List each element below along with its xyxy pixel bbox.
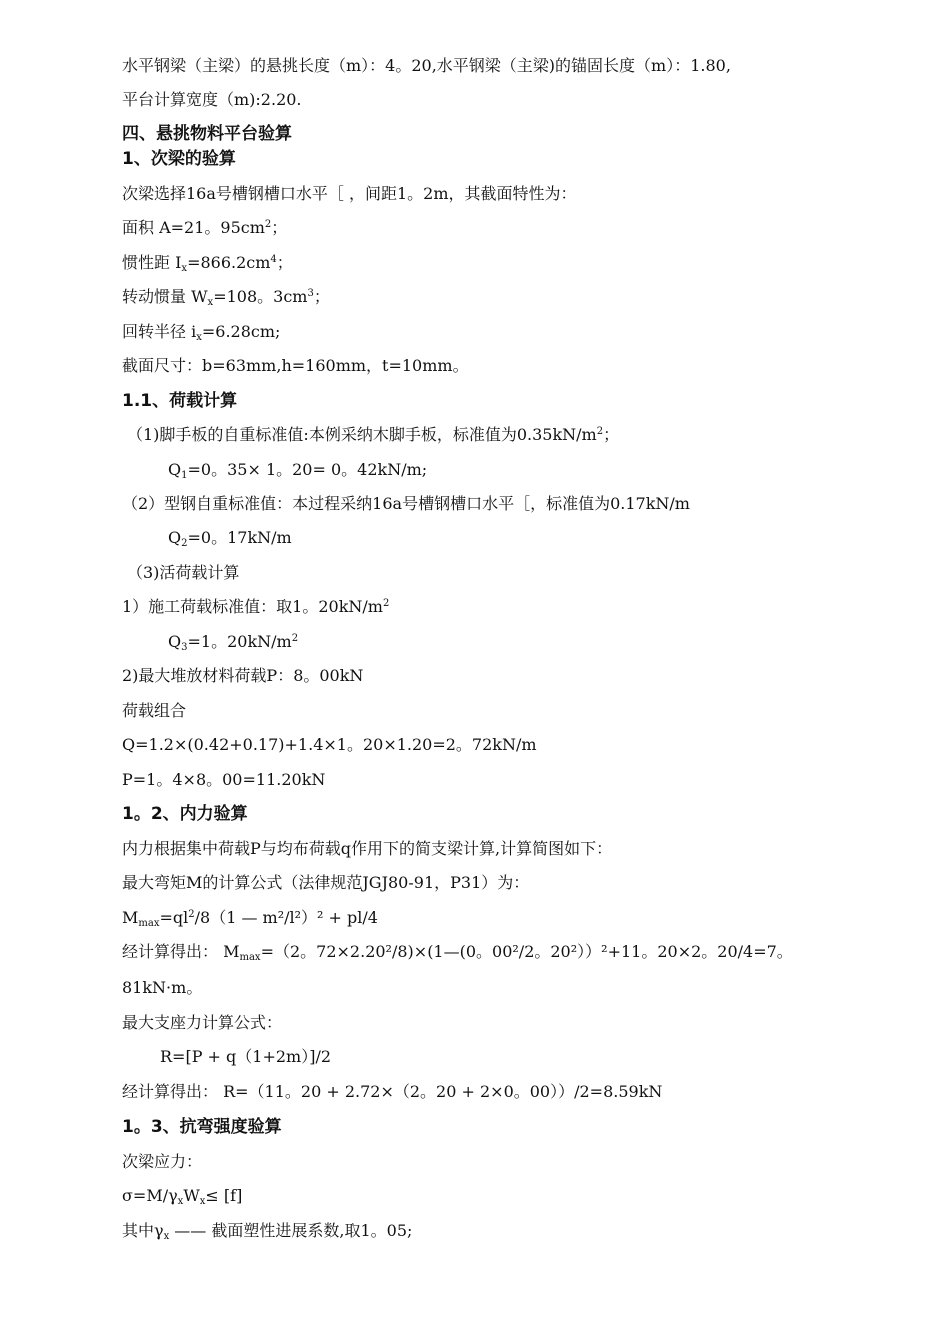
subsection-heading: 1.1、荷载计算 <box>122 391 238 411</box>
text-line: 水平钢梁（主梁）的悬挑长度（m）：4。20,水平钢梁（主梁)的锚固长度（m）：1.80, <box>122 56 731 75</box>
section-heading: 四、悬挑物料平台验算 <box>122 124 292 144</box>
formula-line: 1）施工荷载标准值：取1。$20kN/m^2$ <box>122 597 390 616</box>
text-line: 最大弯矩M的计算公式（法律规范JGJ80-91，P31）为： <box>122 873 530 892</box>
formula-line: 经计算得出： R=（11。20 + 2.72×（2。20 + 2×0。00））/2=8.59kN <box>122 1082 663 1101</box>
formula-line: $\sigma=M/\gamma_xW_x\le [f]$ <box>122 1186 243 1207</box>
formula-line: P=1。4×8。00=11.20kN <box>122 770 326 789</box>
formula-line: $Q_3=1$。$20kN/m^2$ <box>168 632 299 653</box>
text-line: （2）型钢自重标准值：本过程采纳16a号槽钢槽口水平［，标准值为0.17kN/m <box>122 494 690 513</box>
formula-line: $Q_1=0$。35× 1。20= 0。42kN/m; <box>168 460 428 481</box>
text-line: 平台计算宽度（m):2.20. <box>122 90 302 109</box>
text-line: 截面尺寸：b=63mm,h=160mm，t=10mm。 <box>122 356 469 375</box>
formula-line: （1)脚手板的自重标准值:本例采纳木脚手板，标准值为$0.35kN/m^2$； <box>127 425 620 444</box>
subsection-heading: 1、次梁的验算 <box>122 149 236 169</box>
formula-line: 回转半径 $i_x=6.28cm$; <box>122 322 281 343</box>
formula-line: $Q_2=0$。17kN/m <box>168 528 292 549</box>
text-line: 最大支座力计算公式： <box>122 1013 283 1032</box>
formula-line: 面积 A=21。$95cm^2$； <box>122 218 288 237</box>
formula-line: 惯性距 $I_x=866.2cm^4$； <box>122 253 293 274</box>
formula-line: 转动惯量 $W_x=108$。$3cm^3$； <box>122 287 330 308</box>
text-line: 81kN·m。 <box>122 978 203 997</box>
formula-line: $M_{max}=ql^2/8(1$ — m²/l²）² + pl/4 <box>122 908 378 929</box>
text-line: 次梁应力： <box>122 1152 203 1171</box>
formula-line: Q=1.2×(0.42+0.17)+1.4×1。20×1.20=2。72kN/m <box>122 735 537 754</box>
text-line: 次梁选择16a号槽钢槽口水平［ ，间距1。2m，其截面特性为： <box>122 184 577 203</box>
subsection-heading: 1。3、抗弯强度验算 <box>122 1117 282 1137</box>
formula-line: R=[P + q（1+2m）]/2 <box>160 1047 332 1066</box>
subsection-heading: 1。2、内力验算 <box>122 804 248 824</box>
text-line: 内力根据集中荷载P与均布荷载q作用下的简支梁计算,计算简图如下： <box>122 839 613 858</box>
text-line: （3)活荷载计算 <box>127 563 240 582</box>
formula-line: 其中$\gamma_x$ —— 截面塑性进展系数,取1。05; <box>122 1221 413 1242</box>
formula-line: 经计算得出： $M_{max}=(2$。72×2.20²/8)×(1—(0。00²/2。20²））²+11。20×2。20/4=7。 <box>122 942 793 963</box>
text-line: 荷载组合 <box>122 701 187 720</box>
text-line: 2)最大堆放材料荷载P：8。00kN <box>122 666 364 685</box>
